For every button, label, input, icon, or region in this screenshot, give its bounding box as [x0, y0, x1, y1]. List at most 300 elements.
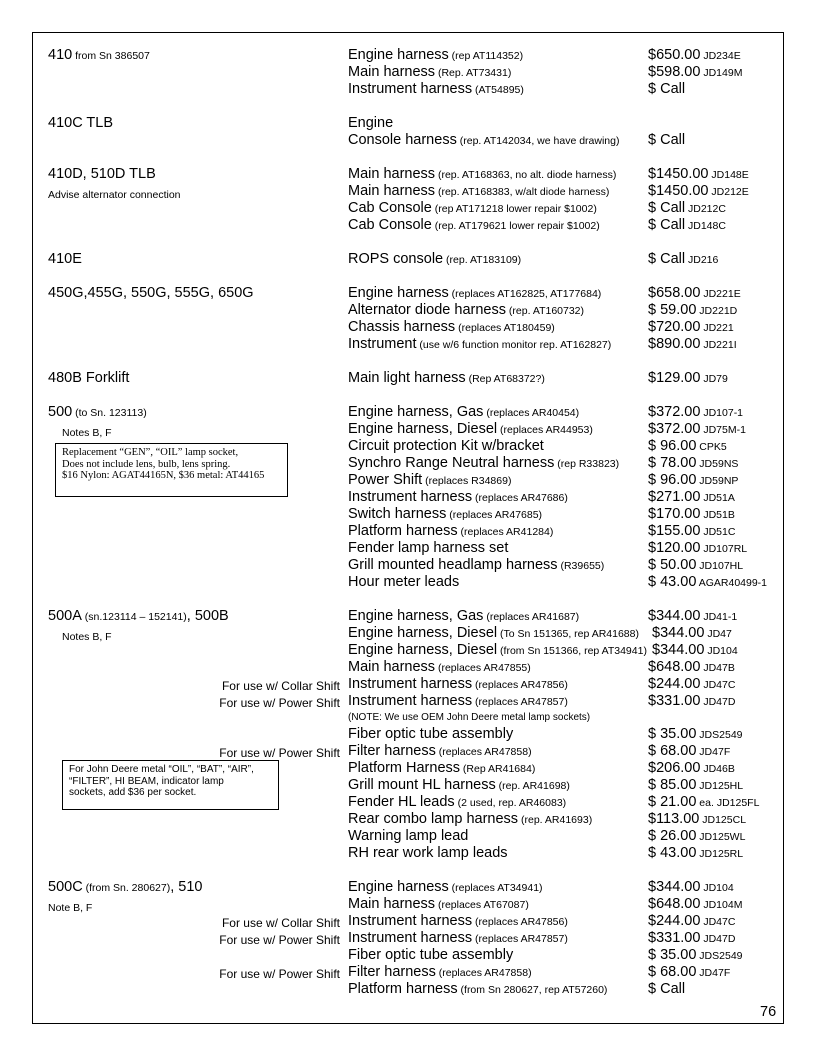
shift-note: [222, 915, 340, 932]
price-value: $648.00: [648, 896, 701, 912]
price-value: $ Call: [648, 251, 686, 267]
price-value: $ Call: [648, 132, 686, 148]
part-reference: (replaces AR47855): [435, 662, 531, 674]
part-name: Instrument harness: [348, 913, 473, 929]
price-value: $344.00: [648, 608, 701, 624]
price: [648, 540, 747, 558]
price: [648, 81, 685, 98]
shift-note-text: For use w/ Power Shift: [219, 696, 340, 710]
part-name: Instrument harness: [348, 693, 473, 709]
price: [648, 421, 746, 439]
price-value: $271.00: [648, 489, 701, 505]
part-description: [348, 845, 508, 862]
part-reference: (replaces AR47858): [435, 746, 532, 758]
part-code: JD221D: [696, 305, 738, 317]
price: [648, 336, 737, 354]
note-box-line: For John Deere metal “OIL”, “BAT”, “AIR”,: [69, 764, 254, 775]
part-reference: (replaces AR47857): [472, 696, 568, 708]
part-code: JD79: [700, 373, 728, 385]
part-code: CPK5: [696, 441, 727, 453]
part-code: JD51B: [700, 509, 735, 521]
part-reference: (2 used, rep. AR46083): [454, 797, 567, 809]
price-value: $ 43.00: [648, 845, 697, 861]
price-value: $344.00: [652, 625, 705, 641]
note-text: Note B, F: [48, 902, 93, 914]
part-reference: (rep. AR41693): [518, 814, 593, 826]
part-description: [348, 302, 584, 320]
part-code: JD47C: [700, 679, 736, 691]
part-description: [348, 472, 511, 490]
shift-note-text: For use w/ Power Shift: [219, 933, 340, 947]
part-code: JD47F: [696, 746, 731, 758]
price: [648, 896, 742, 914]
price-value: $206.00: [648, 760, 701, 776]
note-box-line: Replacement “GEN”, “OIL” lamp socket,: [62, 447, 239, 458]
price-value: $372.00: [648, 404, 701, 420]
price: [648, 251, 718, 269]
part-name: Fender HL leads: [348, 794, 455, 810]
part-code: JD125RL: [696, 848, 744, 860]
part-name: Engine: [348, 115, 394, 131]
part-code: JD47B: [700, 662, 735, 674]
price: [648, 574, 767, 592]
price: [648, 608, 737, 626]
part-name: Chassis harness: [348, 319, 456, 335]
price: [648, 302, 737, 320]
shift-note-text: For use w/ Power Shift: [219, 967, 340, 981]
part-description: [348, 217, 600, 235]
price: [648, 404, 743, 422]
part-reference: (rep. AT179621 lower repair $1002): [431, 220, 600, 232]
price: [648, 760, 735, 778]
price: [648, 828, 745, 846]
note-text: Notes B, F: [62, 427, 112, 439]
price: [648, 489, 735, 507]
part-reference: (replaces AR40454): [483, 407, 580, 419]
part-code: JD148C: [685, 220, 726, 232]
part-description: [348, 625, 639, 643]
part-description: [348, 421, 593, 439]
part-reference: (rep. AT168363, no alt. diode harness): [435, 169, 617, 181]
part-code: JD221: [700, 322, 734, 334]
price-value: $658.00: [648, 285, 701, 301]
part-code: JD221E: [700, 288, 741, 300]
part-description: [348, 319, 555, 337]
model-label: [48, 879, 202, 897]
price: [648, 64, 742, 82]
part-name: Engine harness, Diesel: [348, 642, 498, 658]
part-reference: (rep. AT168383, w/alt diode harness): [435, 186, 610, 198]
part-name: Fiber optic tube assembly: [348, 947, 514, 963]
part-description: [348, 47, 523, 65]
part-description: [348, 964, 532, 982]
note-box: [62, 760, 279, 810]
price-value: $244.00: [648, 913, 701, 929]
part-name: Instrument harness: [348, 676, 473, 692]
price-value: $ 68.00: [648, 964, 697, 980]
part-reference: (replaces AR41687): [483, 611, 580, 623]
part-code: JD59NS: [696, 458, 739, 470]
part-name: Platform harness: [348, 981, 458, 997]
part-description: [348, 404, 579, 422]
model-name: 500: [48, 404, 73, 420]
part-reference: (R39655): [557, 560, 605, 572]
model-label: [48, 404, 147, 422]
model-label: [48, 166, 156, 183]
price: [648, 659, 735, 677]
price-value: $ 43.00: [648, 574, 697, 590]
part-reference: (Rep. AT73431): [435, 67, 512, 79]
price-value: $372.00: [648, 421, 701, 437]
price-value: $598.00: [648, 64, 701, 80]
part-description: [348, 913, 568, 931]
price: [648, 472, 738, 490]
part-description: [348, 489, 568, 507]
part-code: JD104: [704, 645, 738, 657]
part-reference: (rep. AT183109): [443, 254, 522, 266]
part-name: Warning lamp lead: [348, 828, 469, 844]
part-description: [348, 879, 543, 897]
part-name: Circuit protection Kit w/bracket: [348, 438, 544, 454]
part-description: [348, 828, 468, 845]
part-code: JD41-1: [700, 611, 738, 623]
price: [648, 794, 759, 812]
model-serial: (from Sn. 280627): [82, 882, 171, 894]
part-description: [348, 726, 513, 743]
part-description: [348, 370, 545, 388]
shift-note: [219, 695, 340, 712]
part-code: JD59NP: [696, 475, 739, 487]
part-reference: (Rep AR41684): [460, 763, 536, 775]
part-note: [348, 709, 590, 726]
part-name: Hour meter leads: [348, 574, 460, 590]
model-note: [48, 899, 92, 917]
part-description: [348, 506, 542, 524]
part-name: Engine harness, Diesel: [348, 625, 498, 641]
price: [648, 217, 726, 235]
part-description: [348, 540, 508, 557]
shift-note-text: For use w/ Power Shift: [219, 746, 340, 760]
price: [648, 47, 741, 65]
part-code: JDS2549: [696, 950, 743, 962]
price: [648, 557, 743, 575]
price: [652, 642, 738, 660]
price: [648, 845, 743, 863]
note-box-line: Does not include lens, bulb, lens spring.: [62, 458, 231, 470]
note-text: Advise alternator connection: [48, 189, 181, 201]
part-name: Grill mounted headlamp harness: [348, 557, 558, 573]
price: [648, 930, 735, 948]
part-description: [348, 608, 579, 626]
part-code: JD107-1: [700, 407, 744, 419]
part-reference: (rep. AT142034, we have drawing): [456, 135, 620, 147]
part-description: [348, 981, 607, 999]
price: [652, 625, 732, 643]
part-name: Filter harness: [348, 743, 436, 759]
part-description: [348, 81, 524, 99]
part-reference: (rep. AT160732): [506, 305, 585, 317]
part-reference: (replaces AR47857): [472, 933, 568, 945]
model-label: [48, 608, 229, 626]
part-description: [348, 930, 568, 948]
price-value: $331.00: [648, 930, 701, 946]
part-reference: (replaces AR47685): [446, 509, 543, 521]
part-description: [348, 676, 568, 694]
part-code: JD125HL: [696, 780, 744, 792]
price: [648, 285, 741, 303]
part-reference: (replaces AT67087): [435, 899, 529, 911]
part-name: Instrument: [348, 336, 417, 352]
part-reference: (from Sn 280627, rep AT57260): [457, 984, 608, 996]
part-note-text: (NOTE: We use OEM John Deere metal lamp sockets): [348, 712, 591, 723]
part-description: [348, 336, 611, 354]
price: [648, 166, 749, 184]
part-description: [348, 64, 511, 82]
part-name: ROPS console: [348, 251, 444, 267]
model-note: [62, 628, 112, 646]
price: [648, 693, 735, 711]
price: [648, 523, 735, 541]
part-description: [348, 947, 513, 964]
part-reference: (rep. AR41698): [495, 780, 570, 792]
price-value: $ 59.00: [648, 302, 697, 318]
price-value: $ 50.00: [648, 557, 697, 573]
price: [648, 811, 746, 829]
price-value: $ Call: [648, 200, 686, 216]
model-name-tail: , 500B: [186, 608, 229, 624]
price-value: $129.00: [648, 370, 701, 386]
part-code: ea. JD125FL: [696, 797, 760, 809]
part-name: Engine harness: [348, 879, 449, 895]
price-value: $170.00: [648, 506, 701, 522]
model-label: [48, 251, 82, 268]
part-reference: (replaces AT180459): [455, 322, 555, 334]
part-name: Synchro Range Neutral harness: [348, 455, 555, 471]
part-reference: (replaces AR47856): [472, 679, 568, 691]
price-value: $155.00: [648, 523, 701, 539]
price-value: $ 21.00: [648, 794, 697, 810]
part-reference: (Rep AT68372?): [465, 373, 545, 385]
part-description: [348, 896, 529, 914]
shift-note-text: For use w/ Collar Shift: [221, 679, 340, 693]
model-name: 410D, 510D TLB: [48, 166, 156, 182]
part-name: Engine harness: [348, 47, 449, 63]
part-name: Grill mount HL harness: [348, 777, 496, 793]
part-description: [348, 642, 647, 660]
shift-note: [219, 932, 340, 949]
price: [648, 506, 735, 524]
price-value: $ 96.00: [648, 472, 697, 488]
part-description: [348, 523, 553, 541]
price-value: $344.00: [652, 642, 705, 658]
part-name: Cab Console: [348, 217, 432, 233]
price: [648, 743, 730, 761]
price: [648, 455, 738, 473]
part-reference: (replaces AT162825, AT177684): [448, 288, 602, 300]
model-name: 500C: [48, 879, 83, 895]
price: [648, 913, 735, 931]
part-description: [348, 115, 393, 132]
part-code: JD212C: [685, 203, 726, 215]
model-name: 410: [48, 47, 73, 63]
part-code: JD47: [704, 628, 732, 640]
part-reference: (replaces R34869): [422, 475, 512, 487]
shift-note-text: For use w/ Collar Shift: [221, 916, 340, 930]
part-name: Rear combo lamp harness: [348, 811, 519, 827]
part-description: [348, 251, 521, 269]
part-code: JD47C: [700, 916, 736, 928]
price-value: $720.00: [648, 319, 701, 335]
part-name: Fender lamp harness set: [348, 540, 509, 556]
part-code: JDS2549: [696, 729, 743, 741]
page-number: 76: [760, 1004, 777, 1020]
price-value: $1450.00: [648, 166, 709, 182]
price-value: $ 26.00: [648, 828, 697, 844]
part-name: Filter harness: [348, 964, 436, 980]
part-description: [348, 743, 532, 761]
price-value: $244.00: [648, 676, 701, 692]
part-description: [348, 132, 619, 150]
part-reference: (replaces AT34941): [448, 882, 543, 894]
shift-note: [219, 966, 340, 983]
model-name: 410E: [48, 251, 82, 267]
price-value: $ 35.00: [648, 947, 697, 963]
part-code: JD75M-1: [700, 424, 746, 436]
part-code: JD104: [700, 882, 734, 894]
part-name: Engine harness: [348, 285, 449, 301]
part-description: [348, 166, 616, 184]
price-value: $650.00: [648, 47, 701, 63]
part-name: Main light harness: [348, 370, 466, 386]
part-description: [348, 574, 459, 591]
part-name: Instrument harness: [348, 489, 473, 505]
price: [648, 947, 743, 965]
part-reference: (replaces AR47858): [435, 967, 532, 979]
price-value: $ Call: [648, 217, 686, 233]
price: [648, 879, 734, 897]
part-description: [348, 183, 609, 201]
part-code: JD47D: [700, 696, 736, 708]
part-code: AGAR40499-1: [696, 577, 768, 589]
model-name: 500A: [48, 608, 82, 624]
price: [648, 200, 726, 218]
part-description: [348, 200, 597, 218]
price-value: $331.00: [648, 693, 701, 709]
part-reference: (replaces AR41284): [457, 526, 554, 538]
part-name: Main harness: [348, 166, 436, 182]
note-text: Notes B, F: [62, 631, 112, 643]
model-note: [62, 424, 112, 442]
part-name: Platform Harness: [348, 760, 461, 776]
part-description: [348, 285, 601, 303]
note-box-line: “FILTER”, HI BEAM, indicator lamp: [69, 775, 224, 787]
part-reference: (rep R33823): [554, 458, 620, 470]
part-reference: (from Sn 151366, rep AT34941): [497, 645, 647, 657]
price-value: $ 85.00: [648, 777, 697, 793]
part-code: JD149M: [700, 67, 743, 79]
part-name: Platform harness: [348, 523, 458, 539]
model-note: [48, 186, 181, 204]
price-value: $ Call: [648, 981, 686, 997]
price-value: $ Call: [648, 81, 686, 97]
price-value: $344.00: [648, 879, 701, 895]
price: [648, 319, 734, 337]
part-name: Main harness: [348, 659, 436, 675]
note-box-line: sockets, add $36 per socket.: [69, 787, 197, 798]
shift-note: [222, 678, 340, 695]
price-value: $113.00: [648, 811, 700, 827]
part-code: JD216: [685, 254, 719, 266]
price-value: $ 78.00: [648, 455, 697, 471]
part-reference: (To Sn 151365, rep AR41688): [497, 628, 639, 640]
model-name-tail: , 510: [170, 879, 203, 895]
part-name: Main harness: [348, 183, 436, 199]
model-label: [48, 370, 129, 387]
model-name: 410C TLB: [48, 115, 114, 131]
price-value: $120.00: [648, 540, 701, 556]
part-description: [348, 455, 619, 473]
part-name: Console harness: [348, 132, 457, 148]
part-name: Switch harness: [348, 506, 447, 522]
price-value: $1450.00: [648, 183, 709, 199]
part-code: JD148E: [708, 169, 749, 181]
part-name: Main harness: [348, 64, 436, 80]
part-code: JD46B: [700, 763, 735, 775]
price: [648, 981, 685, 998]
model-label: [48, 115, 113, 132]
model-name: 450G,455G, 550G, 555G, 650G: [48, 285, 254, 301]
part-reference: (rep AT171218 lower repair $1002): [431, 203, 597, 215]
part-reference: (rep AT114352): [448, 50, 524, 62]
price: [648, 183, 749, 201]
note-box-line: $16 Nylon: AGAT44165N, $36 metal: AT44165: [62, 470, 265, 481]
model-serial: from Sn 386507: [72, 50, 150, 62]
price-value: $890.00: [648, 336, 701, 352]
price-value: $ 35.00: [648, 726, 697, 742]
price-value: $ 96.00: [648, 438, 697, 454]
part-name: Cab Console: [348, 200, 432, 216]
part-description: [348, 438, 544, 455]
price: [648, 438, 727, 456]
price-value: $648.00: [648, 659, 701, 675]
part-name: Engine harness, Diesel: [348, 421, 498, 437]
model-serial: (sn.123114 – 152141): [81, 611, 187, 623]
part-name: Instrument harness: [348, 81, 473, 97]
part-reference: (replaces AR47686): [472, 492, 568, 504]
part-code: JD51C: [700, 526, 736, 538]
model-label: [48, 47, 150, 65]
model-serial: (to Sn. 123113): [72, 407, 147, 419]
model-name: 480B Forklift: [48, 370, 130, 386]
price-value: $ 68.00: [648, 743, 697, 759]
price: [648, 777, 743, 795]
part-description: [348, 557, 604, 575]
part-description: [348, 760, 535, 778]
model-label: [48, 285, 254, 302]
price: [648, 132, 685, 149]
part-name: Engine harness, Gas: [348, 404, 484, 420]
part-code: JD125CL: [699, 814, 747, 826]
part-description: [348, 777, 570, 795]
part-code: JD125WL: [696, 831, 746, 843]
price: [648, 676, 735, 694]
part-description: [348, 811, 592, 829]
part-name: Engine harness, Gas: [348, 608, 484, 624]
part-name: Instrument harness: [348, 930, 473, 946]
part-reference: (AT54895): [472, 84, 524, 96]
part-description: [348, 659, 531, 677]
part-code: JD234E: [700, 50, 741, 62]
